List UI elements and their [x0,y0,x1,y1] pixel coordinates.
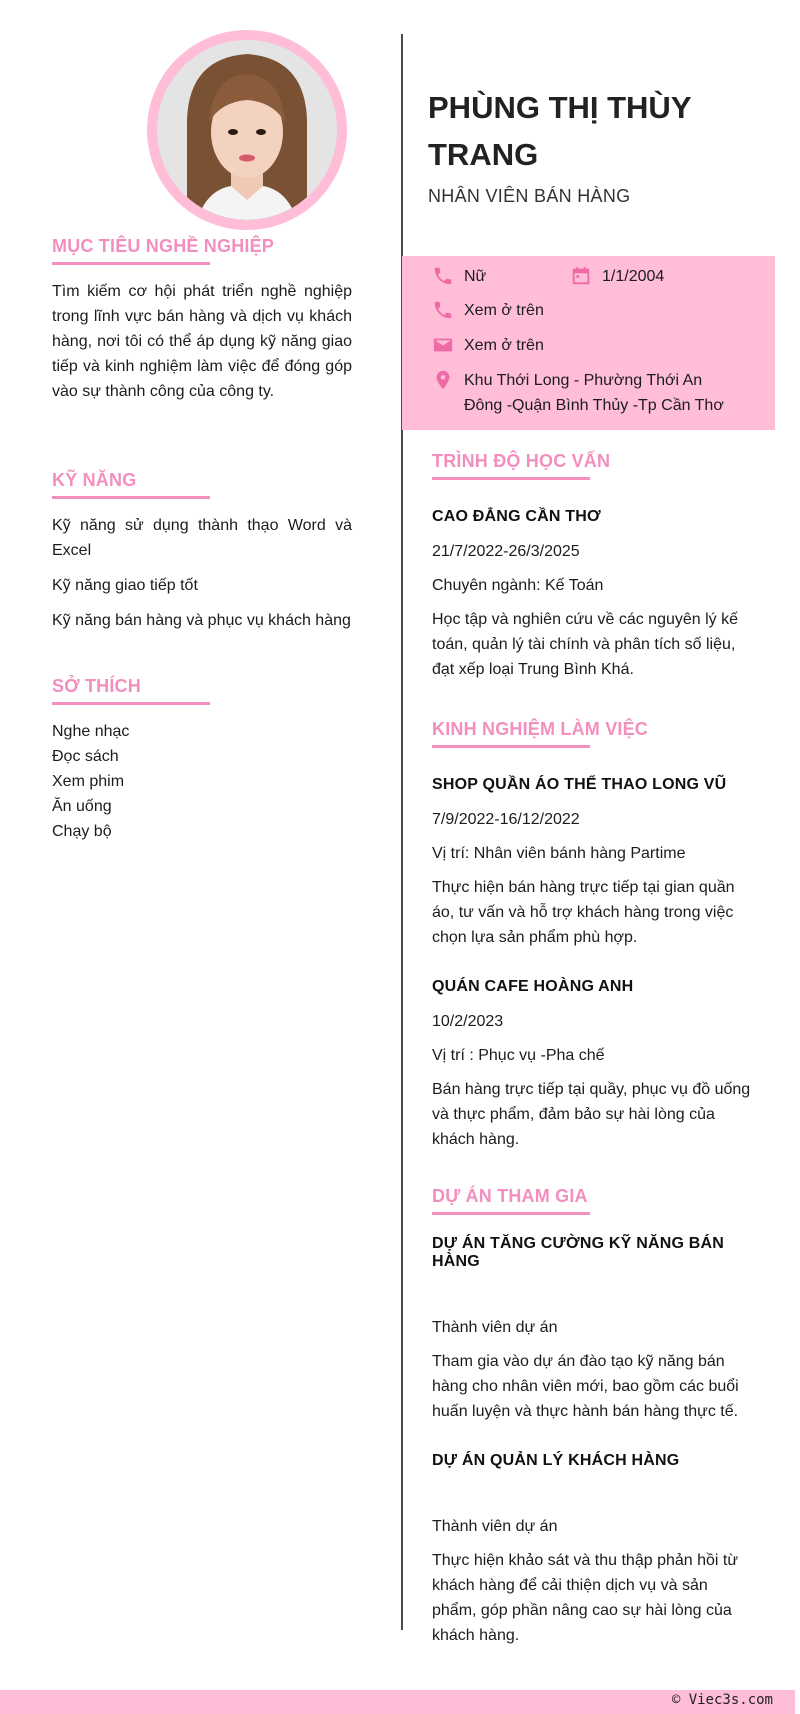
avatar-frame [147,30,347,230]
job-position: Vị trí: Nhân viên bánh hàng Partime [432,845,686,862]
education-period: 21/7/2022-26/3/2025 [432,543,580,560]
education-title: TRÌNH ĐỘ HỌC VẤN [432,451,752,478]
education-desc: Học tập và nghiên cứu về các nguyên lý kế toán, quản lý tài chính và phân tích số liệu, đạt xếp loại Trung Bình Khá. [432,611,738,678]
candidate-name: PHÙNG THỊ THÙY TRANG [428,90,691,172]
projects-section [432,1186,752,1648]
hobbies-title: SỞ THÍCH [52,676,352,703]
project-desc: Tham gia vào dự án đào tạo kỹ năng bán hàng cho nhân viên mới, bao gồm các buổi huấn luyện và thực hành bán hàng thực tế. [432,1353,739,1420]
hobby-item: Xem phim [52,773,125,790]
project-desc: Thực hiện khảo sát và thu thập phản hồi từ khách hàng để cải thiện dịch vụ và sản phẩm, góp phần nâng cao sự hài lòng của khách hàng. [432,1552,739,1644]
phone-icon [432,299,454,321]
job-company: SHOP QUẦN ÁO THỂ THAO LONG VŨ [432,776,727,793]
hobby-item: Ăn uống [52,798,112,815]
job-period: 7/9/2022-16/12/2022 [432,811,580,828]
project-role: Thành viên dự án [432,1518,558,1535]
gender-value: Nữ [464,268,487,285]
hobby-item: Nghe nhạc [52,723,130,740]
education-major: Chuyên ngành: Kế Toán [432,577,604,594]
avatar [157,40,337,220]
job-position: Vị trí : Phục vụ -Pha chế [432,1047,605,1064]
project-name: DỰ ÁN TĂNG CƯỜNG KỸ NĂNG BÁN HÀNG [432,1235,725,1270]
mail-icon [432,334,454,356]
contact-phone [432,298,544,323]
education-school: CAO ĐẲNG CẦN THƠ [432,508,601,525]
objective-section [52,236,352,404]
project-name: DỰ ÁN QUẢN LÝ KHÁCH HÀNG [432,1452,680,1469]
footer-credit[interactable]: © Viec3s.com [671,1692,773,1708]
hobbies-section [52,676,352,844]
avatar-photo [157,40,337,220]
skills-section [52,470,352,643]
experience-title: KINH NGHIỆM LÀM VIỆC [432,719,752,746]
education-section [432,451,752,682]
contact-panel [402,256,775,430]
job-desc: Bán hàng trực tiếp tại quầy, phục vụ đồ uống và thực phẩm, đảm bảo sự hài lòng của khách hàng. [432,1081,751,1148]
phone-value: Xem ở trên [464,302,544,319]
skill-item: Kỹ năng bán hàng và phục vụ khách hàng [52,612,351,629]
candidate-role: NHÂN VIÊN BÁN HÀNG [428,186,631,206]
location-icon [432,369,454,391]
job-company: QUÁN CAFE HOÀNG ANH [432,978,634,995]
hobby-item: Đọc sách [52,748,119,765]
contact-address [432,368,752,418]
objective-text: Tìm kiếm cơ hội phát triển nghề nghiệp trong lĩnh vực bán hàng và dịch vụ khách hàng, nơi tôi có thể áp dụng kỹ năng giao tiếp và kinh nghiệm làm việc để đóng góp vào sự thành công của công ty. [52,283,352,400]
experience-section [432,719,752,1152]
job-period: 10/2/2023 [432,1013,504,1030]
contact-dob [570,264,664,289]
dob-value: 1/1/2004 [602,268,665,285]
calendar-icon [570,265,592,287]
project-entry [432,1452,752,1648]
address-value: Khu Thới Long - Phường Thới An Đông -Quận Bình Thủy -Tp Cần Thơ [464,372,724,414]
job-entry [432,776,752,950]
job-desc: Thực hiện bán hàng trực tiếp tại gian quần áo, tư vấn và hỗ trợ khách hàng trong việc chọn lựa sản phẩm phù hợp. [432,879,735,946]
phone-icon [432,265,454,287]
contact-email [432,333,544,358]
skill-item: Kỹ năng sử dụng thành thạo Word và Excel [52,517,352,559]
email-value: Xem ở trên [464,337,544,354]
hobby-item: Chạy bộ [52,823,112,840]
project-entry [432,1235,752,1424]
objective-title: MỤC TIÊU NGHỀ NGHIỆP [52,236,352,263]
footer-bar [0,1690,795,1714]
project-role: Thành viên dự án [432,1319,558,1336]
job-entry [432,978,752,1152]
skills-title: KỸ NĂNG [52,470,352,497]
projects-title: DỰ ÁN THAM GIA [432,1186,752,1213]
contact-gender [432,264,486,289]
skill-item: Kỹ năng giao tiếp tốt [52,577,198,594]
